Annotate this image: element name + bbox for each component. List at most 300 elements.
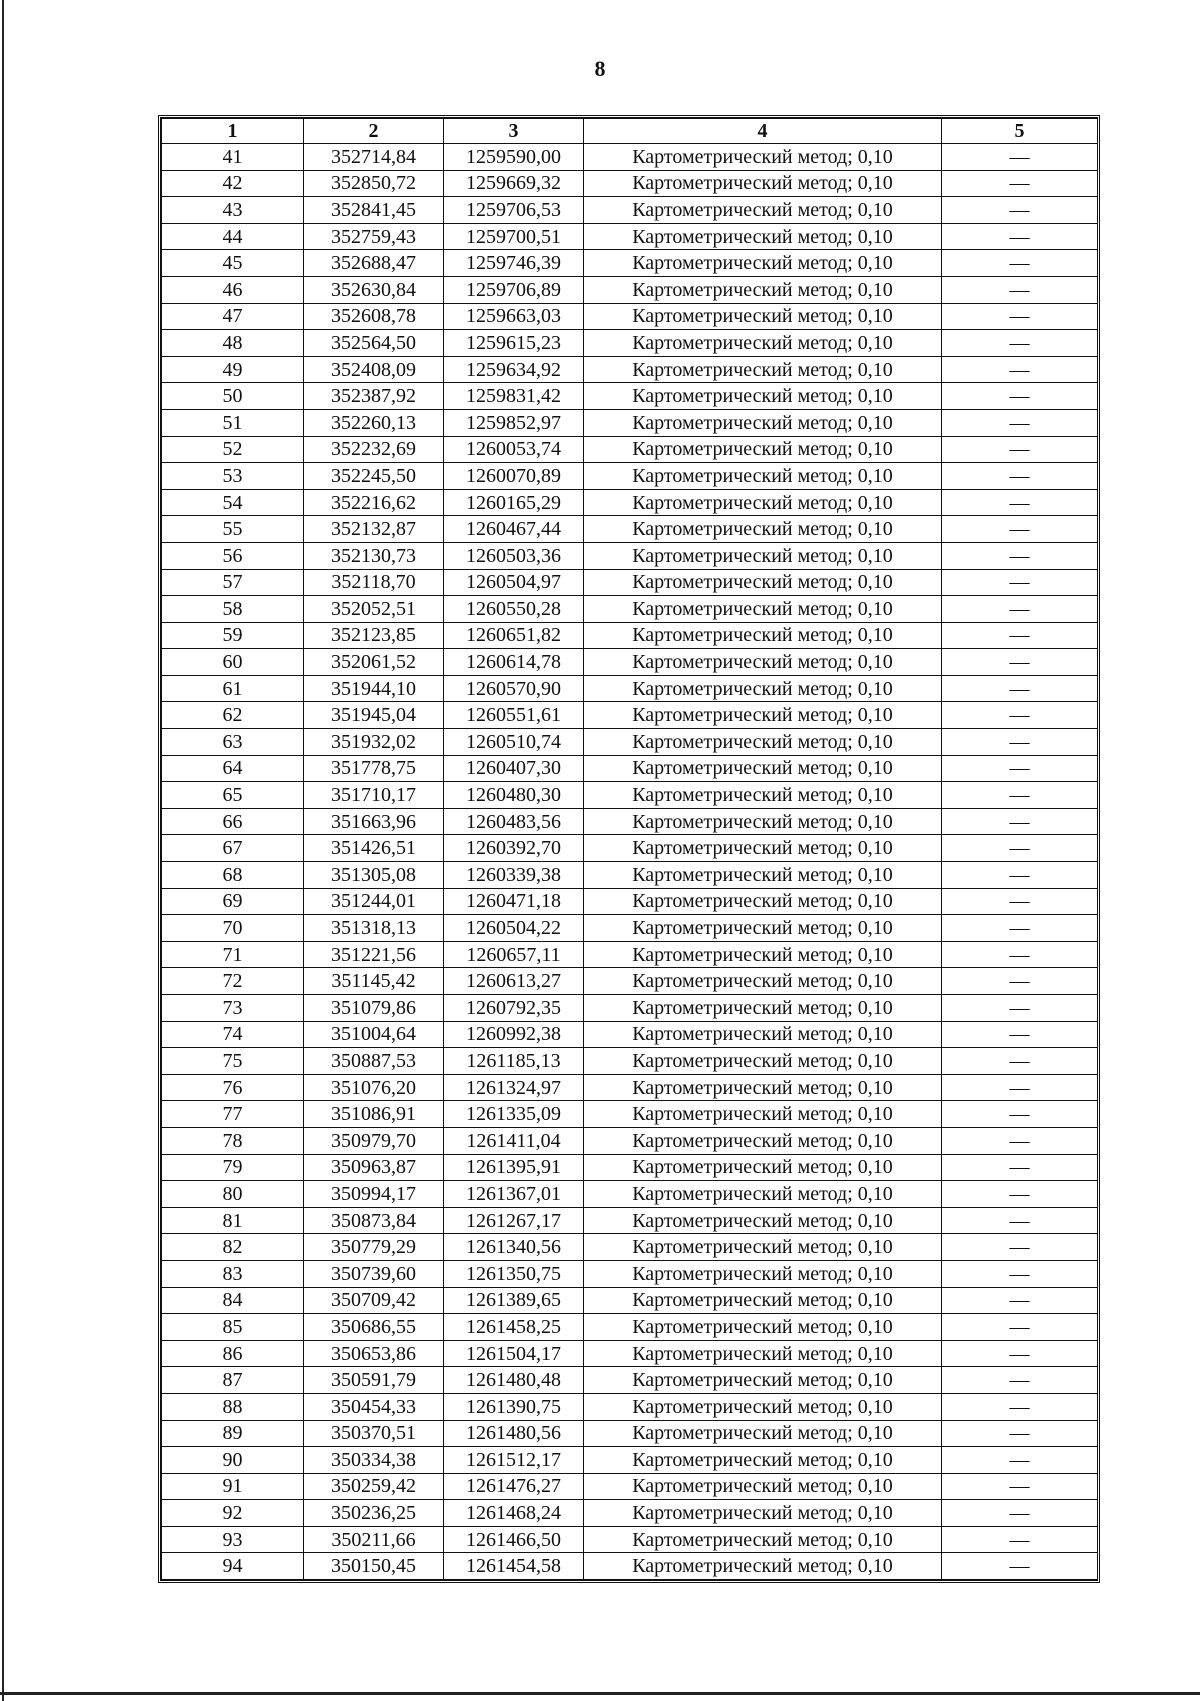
note-cell: — xyxy=(942,915,1098,942)
table-row xyxy=(162,516,1098,543)
y-coordinate-cell: 1261480,56 xyxy=(444,1420,584,1447)
table-row xyxy=(162,170,1098,197)
method-cell: Картометрический метод; 0,10 xyxy=(584,1500,942,1527)
x-coordinate-cell: 350979,70 xyxy=(304,1127,444,1154)
method-cell: Картометрический метод; 0,10 xyxy=(584,356,942,383)
note-cell: — xyxy=(942,1367,1098,1394)
method-cell: Картометрический метод; 0,10 xyxy=(584,1260,942,1287)
method-cell: Картометрический метод; 0,10 xyxy=(584,622,942,649)
table-row xyxy=(162,915,1098,942)
x-coordinate-cell: 350370,51 xyxy=(304,1420,444,1447)
table-row xyxy=(162,1420,1098,1447)
point-number-cell: 82 xyxy=(162,1234,304,1261)
y-coordinate-cell: 1259831,42 xyxy=(444,383,584,410)
scan-edge-bottom xyxy=(0,1692,1200,1695)
y-coordinate-cell: 1259634,92 xyxy=(444,356,584,383)
note-cell: — xyxy=(942,1314,1098,1341)
x-coordinate-cell: 352688,47 xyxy=(304,250,444,277)
table-row xyxy=(162,1526,1098,1553)
note-cell: — xyxy=(942,1287,1098,1314)
note-cell: — xyxy=(942,862,1098,889)
y-coordinate-cell: 1261185,13 xyxy=(444,1048,584,1075)
y-coordinate-cell: 1259706,53 xyxy=(444,197,584,224)
table-row xyxy=(162,1074,1098,1101)
point-number-cell: 66 xyxy=(162,808,304,835)
y-coordinate-cell: 1260504,22 xyxy=(444,915,584,942)
x-coordinate-cell: 352841,45 xyxy=(304,197,444,224)
method-cell: Картометрический метод; 0,10 xyxy=(584,1526,942,1553)
point-number-cell: 55 xyxy=(162,516,304,543)
method-cell: Картометрический метод; 0,10 xyxy=(584,303,942,330)
note-cell: — xyxy=(942,835,1098,862)
table-row xyxy=(162,1553,1098,1580)
note-cell: — xyxy=(942,1234,1098,1261)
method-cell: Картометрический метод; 0,10 xyxy=(584,1101,942,1128)
point-number-cell: 91 xyxy=(162,1473,304,1500)
x-coordinate-cell: 351426,51 xyxy=(304,835,444,862)
table-row xyxy=(162,755,1098,782)
table-row xyxy=(162,941,1098,968)
table-row xyxy=(162,542,1098,569)
x-coordinate-cell: 351086,91 xyxy=(304,1101,444,1128)
method-cell: Картометрический метод; 0,10 xyxy=(584,223,942,250)
header-col-5: 5 xyxy=(942,119,1098,144)
note-cell: — xyxy=(942,1393,1098,1420)
note-cell: — xyxy=(942,223,1098,250)
header-col-1: 1 xyxy=(162,119,304,144)
point-number-cell: 94 xyxy=(162,1553,304,1580)
x-coordinate-cell: 352630,84 xyxy=(304,276,444,303)
note-cell: — xyxy=(942,1260,1098,1287)
method-cell: Картометрический метод; 0,10 xyxy=(584,276,942,303)
y-coordinate-cell: 1260503,36 xyxy=(444,542,584,569)
x-coordinate-cell: 350887,53 xyxy=(304,1048,444,1075)
x-coordinate-cell: 351145,42 xyxy=(304,968,444,995)
point-number-cell: 88 xyxy=(162,1393,304,1420)
y-coordinate-cell: 1260339,38 xyxy=(444,862,584,889)
table-row xyxy=(162,1393,1098,1420)
method-cell: Картометрический метод; 0,10 xyxy=(584,1340,942,1367)
y-coordinate-cell: 1261389,65 xyxy=(444,1287,584,1314)
page-number: 8 xyxy=(594,56,606,81)
y-coordinate-cell: 1260504,97 xyxy=(444,569,584,596)
note-cell: — xyxy=(942,197,1098,224)
y-coordinate-cell: 1260467,44 xyxy=(444,516,584,543)
method-cell: Картометрический метод; 0,10 xyxy=(584,383,942,410)
method-cell: Картометрический метод; 0,10 xyxy=(584,250,942,277)
method-cell: Картометрический метод; 0,10 xyxy=(584,835,942,862)
method-cell: Картометрический метод; 0,10 xyxy=(584,915,942,942)
x-coordinate-cell: 352216,62 xyxy=(304,489,444,516)
note-cell: — xyxy=(942,436,1098,463)
note-cell: — xyxy=(942,622,1098,649)
x-coordinate-cell: 352564,50 xyxy=(304,330,444,357)
y-coordinate-cell: 1260570,90 xyxy=(444,675,584,702)
table-row xyxy=(162,1500,1098,1527)
note-cell: — xyxy=(942,1473,1098,1500)
note-cell: — xyxy=(942,968,1098,995)
method-cell: Картометрический метод; 0,10 xyxy=(584,1181,942,1208)
y-coordinate-cell: 1259615,23 xyxy=(444,330,584,357)
note-cell: — xyxy=(942,808,1098,835)
note-cell: — xyxy=(942,409,1098,436)
point-number-cell: 42 xyxy=(162,170,304,197)
table-row xyxy=(162,276,1098,303)
point-number-cell: 65 xyxy=(162,782,304,809)
note-cell: — xyxy=(942,1553,1098,1580)
x-coordinate-cell: 351221,56 xyxy=(304,941,444,968)
note-cell: — xyxy=(942,516,1098,543)
method-cell: Картометрический метод; 0,10 xyxy=(584,755,942,782)
note-cell: — xyxy=(942,596,1098,623)
note-cell: — xyxy=(942,1181,1098,1208)
method-cell: Картометрический метод; 0,10 xyxy=(584,436,942,463)
table-row xyxy=(162,622,1098,649)
point-number-cell: 58 xyxy=(162,596,304,623)
x-coordinate-cell: 350334,38 xyxy=(304,1447,444,1474)
method-cell: Картометрический метод; 0,10 xyxy=(584,808,942,835)
point-number-cell: 85 xyxy=(162,1314,304,1341)
method-cell: Картометрический метод; 0,10 xyxy=(584,729,942,756)
point-number-cell: 48 xyxy=(162,330,304,357)
method-cell: Картометрический метод; 0,10 xyxy=(584,463,942,490)
x-coordinate-cell: 352714,84 xyxy=(304,144,444,171)
note-cell: — xyxy=(942,569,1098,596)
table-row xyxy=(162,596,1098,623)
y-coordinate-cell: 1261504,17 xyxy=(444,1340,584,1367)
table-row xyxy=(162,1234,1098,1261)
y-coordinate-cell: 1260165,29 xyxy=(444,489,584,516)
note-cell: — xyxy=(942,1101,1098,1128)
y-coordinate-cell: 1261350,75 xyxy=(444,1260,584,1287)
x-coordinate-cell: 350779,29 xyxy=(304,1234,444,1261)
y-coordinate-cell: 1260613,27 xyxy=(444,968,584,995)
method-cell: Картометрический метод; 0,10 xyxy=(584,675,942,702)
table-row xyxy=(162,968,1098,995)
point-number-cell: 78 xyxy=(162,1127,304,1154)
y-coordinate-cell: 1261395,91 xyxy=(444,1154,584,1181)
table-row xyxy=(162,436,1098,463)
method-cell: Картометрический метод; 0,10 xyxy=(584,782,942,809)
point-number-cell: 72 xyxy=(162,968,304,995)
x-coordinate-cell: 352061,52 xyxy=(304,649,444,676)
table-row xyxy=(162,649,1098,676)
method-cell: Картометрический метод; 0,10 xyxy=(584,1234,942,1261)
table-row xyxy=(162,223,1098,250)
x-coordinate-cell: 352850,72 xyxy=(304,170,444,197)
point-number-cell: 90 xyxy=(162,1447,304,1474)
note-cell: — xyxy=(942,1340,1098,1367)
table-row xyxy=(162,1447,1098,1474)
table-row xyxy=(162,1260,1098,1287)
note-cell: — xyxy=(942,489,1098,516)
point-number-cell: 77 xyxy=(162,1101,304,1128)
method-cell: Картометрический метод; 0,10 xyxy=(584,1021,942,1048)
method-cell: Картометрический метод; 0,10 xyxy=(584,888,942,915)
point-number-cell: 70 xyxy=(162,915,304,942)
note-cell: — xyxy=(942,463,1098,490)
x-coordinate-cell: 350591,79 xyxy=(304,1367,444,1394)
y-coordinate-cell: 1260053,74 xyxy=(444,436,584,463)
x-coordinate-cell: 352260,13 xyxy=(304,409,444,436)
note-cell: — xyxy=(942,542,1098,569)
point-number-cell: 52 xyxy=(162,436,304,463)
note-cell: — xyxy=(942,755,1098,782)
x-coordinate-cell: 350873,84 xyxy=(304,1207,444,1234)
method-cell: Картометрический метод; 0,10 xyxy=(584,1314,942,1341)
note-cell: — xyxy=(942,1500,1098,1527)
note-cell: — xyxy=(942,383,1098,410)
method-cell: Картометрический метод; 0,10 xyxy=(584,1207,942,1234)
y-coordinate-cell: 1261476,27 xyxy=(444,1473,584,1500)
method-cell: Картометрический метод; 0,10 xyxy=(584,1048,942,1075)
table-row xyxy=(162,1021,1098,1048)
method-cell: Картометрический метод; 0,10 xyxy=(584,702,942,729)
point-number-cell: 59 xyxy=(162,622,304,649)
note-cell: — xyxy=(942,276,1098,303)
x-coordinate-cell: 352245,50 xyxy=(304,463,444,490)
y-coordinate-cell: 1260471,18 xyxy=(444,888,584,915)
y-coordinate-cell: 1260992,38 xyxy=(444,1021,584,1048)
header-col-2: 2 xyxy=(304,119,444,144)
note-cell: — xyxy=(942,888,1098,915)
x-coordinate-cell: 350236,25 xyxy=(304,1500,444,1527)
note-cell: — xyxy=(942,1207,1098,1234)
table-row xyxy=(162,489,1098,516)
note-cell: — xyxy=(942,1154,1098,1181)
y-coordinate-cell: 1260070,89 xyxy=(444,463,584,490)
note-cell: — xyxy=(942,729,1098,756)
y-coordinate-cell: 1260480,30 xyxy=(444,782,584,809)
method-cell: Картометрический метод; 0,10 xyxy=(584,941,942,968)
point-number-cell: 63 xyxy=(162,729,304,756)
method-cell: Картометрический метод; 0,10 xyxy=(584,1287,942,1314)
point-number-cell: 49 xyxy=(162,356,304,383)
table-row xyxy=(162,1340,1098,1367)
point-number-cell: 56 xyxy=(162,542,304,569)
x-coordinate-cell: 350150,45 xyxy=(304,1553,444,1580)
x-coordinate-cell: 352123,85 xyxy=(304,622,444,649)
point-number-cell: 43 xyxy=(162,197,304,224)
note-cell: — xyxy=(942,250,1098,277)
y-coordinate-cell: 1260407,30 xyxy=(444,755,584,782)
method-cell: Картометрический метод; 0,10 xyxy=(584,197,942,224)
method-cell: Картометрический метод; 0,10 xyxy=(584,862,942,889)
method-cell: Картометрический метод; 0,10 xyxy=(584,542,942,569)
x-coordinate-cell: 351244,01 xyxy=(304,888,444,915)
point-number-cell: 79 xyxy=(162,1154,304,1181)
point-number-cell: 74 xyxy=(162,1021,304,1048)
x-coordinate-cell: 351778,75 xyxy=(304,755,444,782)
y-coordinate-cell: 1261512,17 xyxy=(444,1447,584,1474)
x-coordinate-cell: 351079,86 xyxy=(304,995,444,1022)
method-cell: Картометрический метод; 0,10 xyxy=(584,1074,942,1101)
table-row xyxy=(162,1314,1098,1341)
table-row xyxy=(162,782,1098,809)
table-row xyxy=(162,144,1098,171)
note-cell: — xyxy=(942,1074,1098,1101)
note-cell: — xyxy=(942,1526,1098,1553)
x-coordinate-cell: 350259,42 xyxy=(304,1473,444,1500)
table-header xyxy=(162,119,1098,144)
table-row xyxy=(162,1207,1098,1234)
table-row xyxy=(162,675,1098,702)
header-col-3: 3 xyxy=(444,119,584,144)
y-coordinate-cell: 1260614,78 xyxy=(444,649,584,676)
x-coordinate-cell: 350686,55 xyxy=(304,1314,444,1341)
note-cell: — xyxy=(942,1447,1098,1474)
table-row xyxy=(162,383,1098,410)
method-cell: Картометрический метод; 0,10 xyxy=(584,489,942,516)
header-row xyxy=(162,119,1098,144)
header-col-4: 4 xyxy=(584,119,942,144)
table-row xyxy=(162,995,1098,1022)
point-number-cell: 69 xyxy=(162,888,304,915)
method-cell: Картометрический метод; 0,10 xyxy=(584,1127,942,1154)
note-cell: — xyxy=(942,649,1098,676)
point-number-cell: 50 xyxy=(162,383,304,410)
note-cell: — xyxy=(942,1127,1098,1154)
table-row xyxy=(162,808,1098,835)
y-coordinate-cell: 1261468,24 xyxy=(444,1500,584,1527)
point-number-cell: 84 xyxy=(162,1287,304,1314)
method-cell: Картометрический метод; 0,10 xyxy=(584,1473,942,1500)
note-cell: — xyxy=(942,144,1098,171)
point-number-cell: 80 xyxy=(162,1181,304,1208)
table-row xyxy=(162,356,1098,383)
y-coordinate-cell: 1261335,09 xyxy=(444,1101,584,1128)
point-number-cell: 71 xyxy=(162,941,304,968)
method-cell: Картометрический метод; 0,10 xyxy=(584,516,942,543)
y-coordinate-cell: 1261340,56 xyxy=(444,1234,584,1261)
x-coordinate-cell: 351710,17 xyxy=(304,782,444,809)
point-number-cell: 57 xyxy=(162,569,304,596)
note-cell: — xyxy=(942,330,1098,357)
table-row xyxy=(162,1048,1098,1075)
y-coordinate-cell: 1259746,39 xyxy=(444,250,584,277)
y-coordinate-cell: 1260792,35 xyxy=(444,995,584,1022)
y-coordinate-cell: 1261367,01 xyxy=(444,1181,584,1208)
note-cell: — xyxy=(942,1021,1098,1048)
x-coordinate-cell: 350211,66 xyxy=(304,1526,444,1553)
note-cell: — xyxy=(942,702,1098,729)
x-coordinate-cell: 352052,51 xyxy=(304,596,444,623)
table-row xyxy=(162,463,1098,490)
note-cell: — xyxy=(942,303,1098,330)
point-number-cell: 60 xyxy=(162,649,304,676)
y-coordinate-cell: 1260551,61 xyxy=(444,702,584,729)
x-coordinate-cell: 351318,13 xyxy=(304,915,444,942)
table-row xyxy=(162,1181,1098,1208)
note-cell: — xyxy=(942,356,1098,383)
point-number-cell: 62 xyxy=(162,702,304,729)
x-coordinate-cell: 352118,70 xyxy=(304,569,444,596)
method-cell: Картометрический метод; 0,10 xyxy=(584,569,942,596)
x-coordinate-cell: 351305,08 xyxy=(304,862,444,889)
method-cell: Картометрический метод; 0,10 xyxy=(584,1154,942,1181)
point-number-cell: 61 xyxy=(162,675,304,702)
x-coordinate-cell: 352132,87 xyxy=(304,516,444,543)
y-coordinate-cell: 1260550,28 xyxy=(444,596,584,623)
point-number-cell: 87 xyxy=(162,1367,304,1394)
y-coordinate-cell: 1261390,75 xyxy=(444,1393,584,1420)
x-coordinate-cell: 351076,20 xyxy=(304,1074,444,1101)
table-row xyxy=(162,1154,1098,1181)
method-cell: Картометрический метод; 0,10 xyxy=(584,330,942,357)
x-coordinate-cell: 352387,92 xyxy=(304,383,444,410)
y-coordinate-cell: 1261466,50 xyxy=(444,1526,584,1553)
method-cell: Картометрический метод; 0,10 xyxy=(584,1447,942,1474)
table-row xyxy=(162,729,1098,756)
point-number-cell: 46 xyxy=(162,276,304,303)
y-coordinate-cell: 1261267,17 xyxy=(444,1207,584,1234)
x-coordinate-cell: 351004,64 xyxy=(304,1021,444,1048)
point-number-cell: 53 xyxy=(162,463,304,490)
point-number-cell: 92 xyxy=(162,1500,304,1527)
method-cell: Картометрический метод; 0,10 xyxy=(584,1367,942,1394)
table-row xyxy=(162,862,1098,889)
y-coordinate-cell: 1259706,89 xyxy=(444,276,584,303)
y-coordinate-cell: 1259669,32 xyxy=(444,170,584,197)
point-number-cell: 83 xyxy=(162,1260,304,1287)
x-coordinate-cell: 351932,02 xyxy=(304,729,444,756)
point-number-cell: 86 xyxy=(162,1340,304,1367)
table-row xyxy=(162,1127,1098,1154)
x-coordinate-cell: 352759,43 xyxy=(304,223,444,250)
table-row xyxy=(162,250,1098,277)
method-cell: Картометрический метод; 0,10 xyxy=(584,1553,942,1580)
y-coordinate-cell: 1259700,51 xyxy=(444,223,584,250)
table-row xyxy=(162,1473,1098,1500)
y-coordinate-cell: 1261458,25 xyxy=(444,1314,584,1341)
table-row xyxy=(162,702,1098,729)
point-number-cell: 73 xyxy=(162,995,304,1022)
y-coordinate-cell: 1260483,56 xyxy=(444,808,584,835)
y-coordinate-cell: 1260657,11 xyxy=(444,941,584,968)
note-cell: — xyxy=(942,1048,1098,1075)
x-coordinate-cell: 352608,78 xyxy=(304,303,444,330)
y-coordinate-cell: 1261454,58 xyxy=(444,1553,584,1580)
point-number-cell: 81 xyxy=(162,1207,304,1234)
y-coordinate-cell: 1261411,04 xyxy=(444,1127,584,1154)
method-cell: Картометрический метод; 0,10 xyxy=(584,1420,942,1447)
x-coordinate-cell: 351945,04 xyxy=(304,702,444,729)
y-coordinate-cell: 1259663,03 xyxy=(444,303,584,330)
x-coordinate-cell: 350994,17 xyxy=(304,1181,444,1208)
y-coordinate-cell: 1260510,74 xyxy=(444,729,584,756)
y-coordinate-cell: 1260392,70 xyxy=(444,835,584,862)
point-number-cell: 67 xyxy=(162,835,304,862)
x-coordinate-cell: 350709,42 xyxy=(304,1287,444,1314)
point-number-cell: 51 xyxy=(162,409,304,436)
point-number-cell: 41 xyxy=(162,144,304,171)
table-row xyxy=(162,303,1098,330)
y-coordinate-cell: 1259852,97 xyxy=(444,409,584,436)
point-number-cell: 93 xyxy=(162,1526,304,1553)
y-coordinate-cell: 1261324,97 xyxy=(444,1074,584,1101)
y-coordinate-cell: 1260651,82 xyxy=(444,622,584,649)
table-row xyxy=(162,197,1098,224)
x-coordinate-cell: 350963,87 xyxy=(304,1154,444,1181)
x-coordinate-cell: 352232,69 xyxy=(304,436,444,463)
table-row xyxy=(162,330,1098,357)
note-cell: — xyxy=(942,941,1098,968)
point-number-cell: 76 xyxy=(162,1074,304,1101)
point-number-cell: 44 xyxy=(162,223,304,250)
x-coordinate-cell: 351944,10 xyxy=(304,675,444,702)
method-cell: Картометрический метод; 0,10 xyxy=(584,409,942,436)
y-coordinate-cell: 1259590,00 xyxy=(444,144,584,171)
